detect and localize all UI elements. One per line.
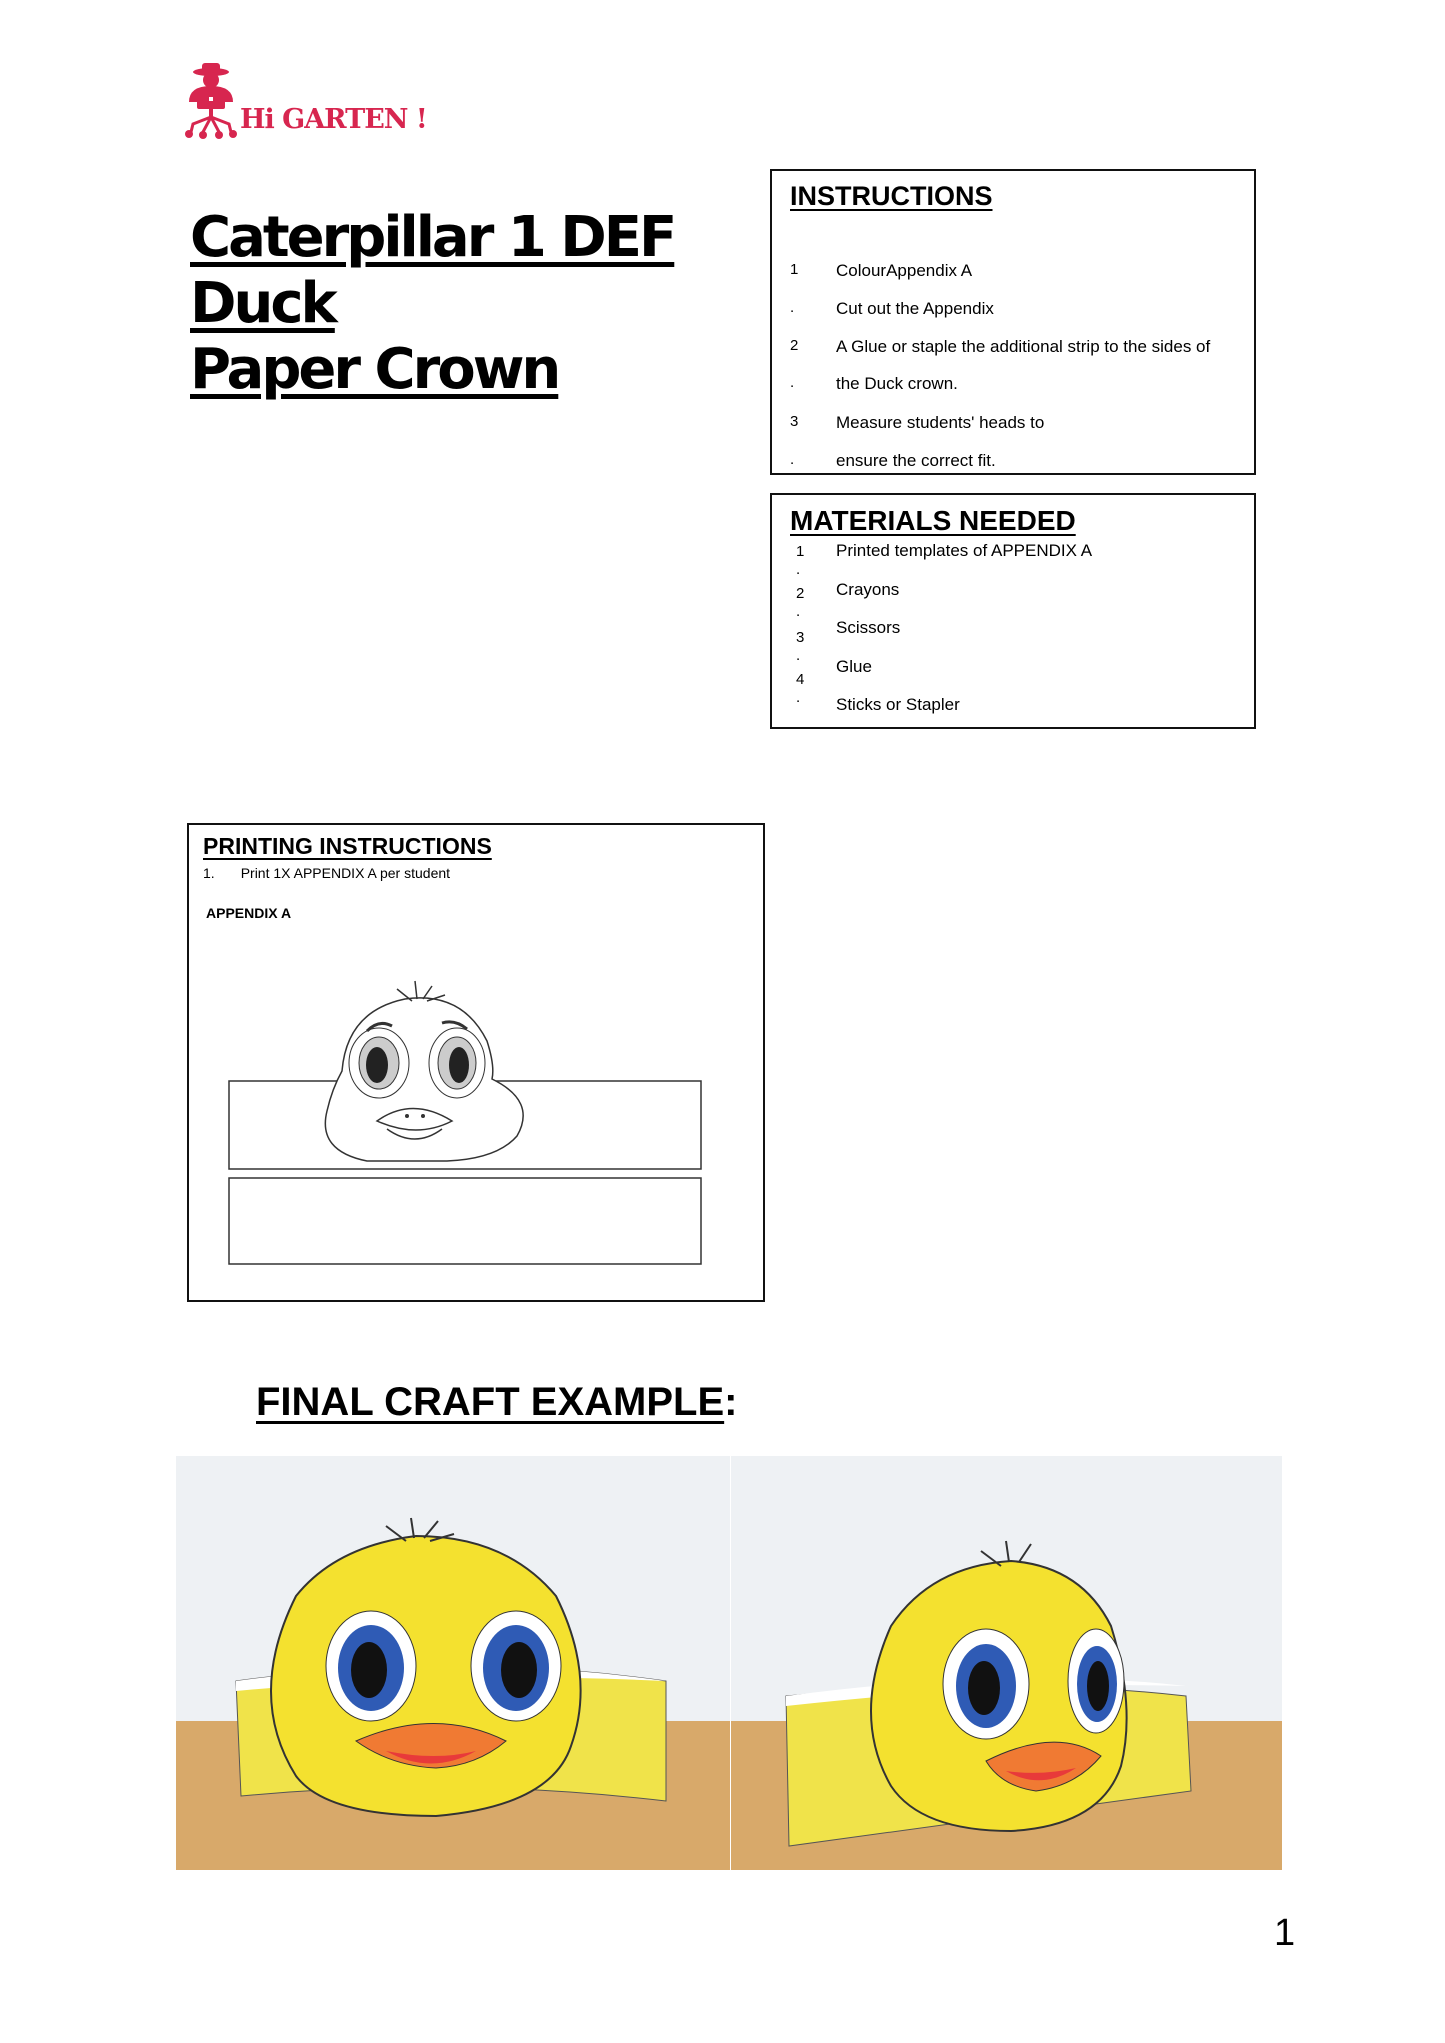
row-number: 1: [796, 543, 805, 560]
final-craft-photo-front: [176, 1456, 730, 1870]
printing-heading: PRINTING INSTRUCTIONS: [203, 833, 492, 859]
appendix-label: APPENDIX A: [206, 905, 292, 921]
duck-crown-template-image: [227, 971, 707, 1271]
row-number: .: [790, 374, 795, 391]
printing-instructions-box: [187, 823, 765, 1302]
materials-box: [770, 493, 1256, 729]
instructions-box: [770, 169, 1256, 475]
printing-step: [203, 865, 450, 881]
material-text: Scissors: [836, 618, 901, 637]
row-text: A Glue or staple the additional strip to the sides of: [836, 337, 1211, 356]
row-number: 3: [796, 629, 805, 646]
row-number: 1: [790, 261, 799, 278]
brand-name: Hi GARTEN !: [240, 104, 427, 135]
row-number: 2: [790, 337, 799, 354]
final-craft-heading: [256, 1380, 737, 1425]
final-craft-photo-angled: [731, 1456, 1282, 1870]
material-text: Glue: [836, 657, 872, 676]
material-text: Printed templates of APPENDIX A: [836, 541, 1093, 560]
title-line-2: Paper Crown: [190, 337, 559, 402]
row-number: 2: [796, 585, 805, 602]
final-heading-text: FINAL CRAFT EXAMPLE: [256, 1380, 725, 1424]
row-number: .: [796, 603, 801, 620]
row-text: Cut out the Appendix: [836, 299, 994, 318]
row-number: 3: [790, 413, 799, 430]
materials-heading: MATERIALS NEEDED: [790, 505, 1076, 536]
row-text: the Duck crown.: [836, 374, 958, 393]
page-title: [190, 205, 750, 403]
row-text: ensure the correct fit.: [836, 451, 996, 470]
row-text: ColourAppendix A: [836, 261, 973, 280]
material-text: Crayons: [836, 580, 900, 599]
material-text: Sticks or Stapler: [836, 695, 960, 714]
row-number: .: [796, 689, 801, 706]
row-number: .: [796, 647, 801, 664]
title-line-1: Caterpillar 1 DEF Duck: [190, 205, 675, 336]
step-number: 1.: [203, 865, 215, 881]
instructions-heading: INSTRUCTIONS: [790, 181, 993, 211]
row-number: .: [790, 451, 795, 468]
row-number: .: [790, 299, 795, 316]
row-number: 4: [796, 671, 805, 688]
row-text: Measure students' heads to: [836, 413, 1045, 432]
final-heading-colon: :: [724, 1380, 738, 1424]
step-text: Print 1X APPENDIX A per student: [240, 865, 451, 881]
page-number: 1: [1274, 1912, 1296, 1954]
row-number: .: [796, 561, 801, 578]
